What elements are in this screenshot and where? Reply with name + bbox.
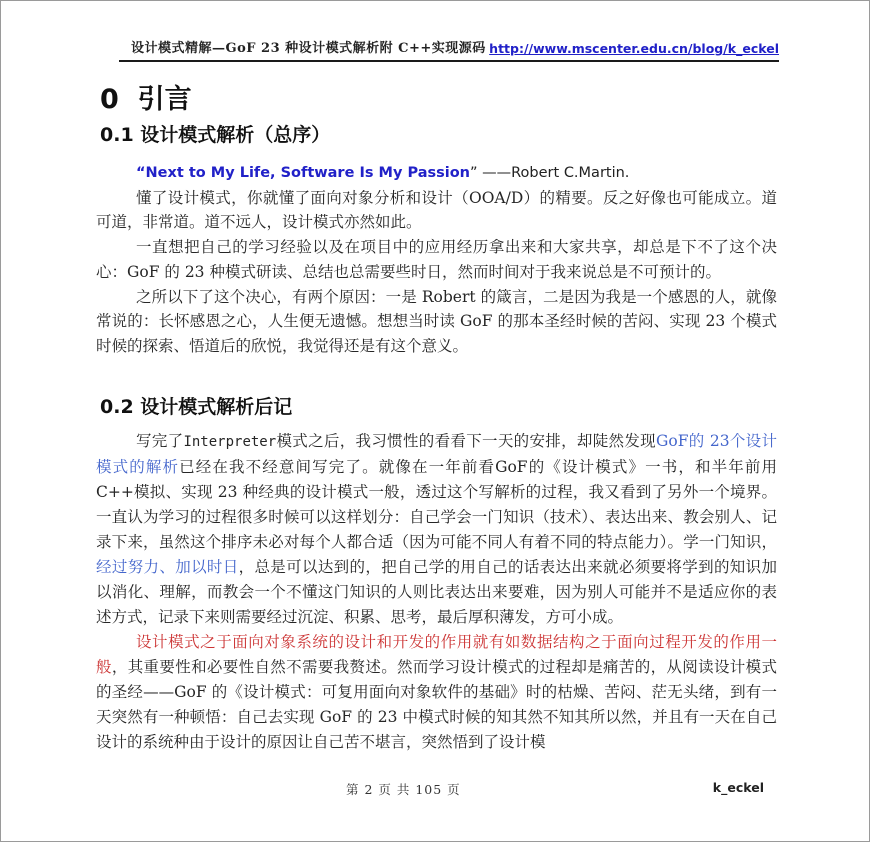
section-1-heading: 0.1 设计模式解析（总序） <box>100 124 331 146</box>
section-2-body <box>96 429 777 755</box>
quote-line <box>96 161 777 186</box>
page-footer <box>96 780 774 800</box>
text-segment-mono: Interpreter <box>183 434 277 450</box>
page-number-label: 第 2 页 共 105 页 <box>346 782 461 797</box>
quote-attribution: ” ——Robert C.Martin. <box>470 165 630 181</box>
section-1-body <box>96 161 777 359</box>
text-segment: 已经在我不经意间写完了。就像在一年前看GoF的《设计模式》一书，和半年前用C++模拟、实现 23 种经典的设计模式一般，透过这个写解析的过程，我又看到了另外一个境界。一直认为学习的过程很多时候可以这样划分：自己学会一门知识（技术）、表达出来、教会别人、记录下来，虽然这个排序未必对每个人都合适（因为可能不同人有着不同的特点能力）。学一门知识， <box>96 458 777 551</box>
text-segment: 模式之后，我习惯性的看看下一天的安排，却陡然发现 <box>276 432 656 450</box>
text-segment: 写完了 <box>136 432 184 450</box>
text-segment: ，总是可以达到的，把自己学的用自己的话表达出来就必须要将学到的知识加以消化、理解，而教会一个不懂这门知识的人则比表达出来要难，因为别人可能并不是适应你的表述方式，记录下来则需要经过沉淀、积累、思考，最后厚积薄发，方可小成。 <box>96 558 777 626</box>
text-segment-link: 经过努力、加以时日 <box>96 558 239 576</box>
header-title: 设计模式精解—GoF 23 种设计模式解析附 C++实现源码 <box>131 41 486 56</box>
quote-highlight: “Next to My Life, Software Is My Passion <box>136 165 471 181</box>
header-url-link[interactable]: http://www.mscenter.edu.cn/blog/k_eckel <box>489 41 779 56</box>
paragraph <box>96 630 777 755</box>
text-segment-link: GoF的 23个设计模式的解析 <box>96 432 777 476</box>
paragraph <box>96 429 777 630</box>
paragraph: 一直想把自己的学习经验以及在项目中的应用经历拿出来和大家共享，却总是下不了这个决心：GoF 的 23 种模式研读、总结也总需要些时日，然而时间对于我来说总是不可预计的。 <box>96 238 777 281</box>
footer-author: k_eckel <box>712 780 764 795</box>
paragraph: 之所以下了这个决心，有两个原因：一是 Robert 的箴言，二是因为我是一个感恩的人，就像常说的：长怀感恩之心，人生便无遗憾。想想当时读 GoF 的那本圣经时候的苦闷、实现 23 个模式时候的探索、悟道后的欣悦，我觉得还是有这个意义。 <box>96 287 777 355</box>
paragraph: 懂了设计模式，你就懂了面向对象分析和设计（OOA/D）的精要。反之好像也可能成立。道可道，非常道。道不远人，设计模式亦然如此。 <box>96 188 777 232</box>
text-segment-highlight: 设计模式之于面向对象系统的设计和开发的作用就有如数据结构之于面向过程开发的作用一般 <box>96 633 777 676</box>
section-2-heading: 0.2 设计模式解析后记 <box>100 396 293 418</box>
chapter-heading: 0 引言 <box>100 84 192 115</box>
text-segment: ，其重要性和必要性自然不需要我赘述。然而学习设计模式的过程却是痛苦的，从阅读设计模式的圣经——GoF 的《设计模式：可复用面向对象软件的基础》时的枯燥、苦闷、茫无头绪，到有一天突然有一种顿悟：自己去实现 GoF 的 23 中模式时候的知其然不知其所以然，并且有一天在自己设计的系统种由于设计的原因让自己苦不堪言，突然悟到了设计模 <box>96 658 777 751</box>
page-header <box>119 37 779 62</box>
